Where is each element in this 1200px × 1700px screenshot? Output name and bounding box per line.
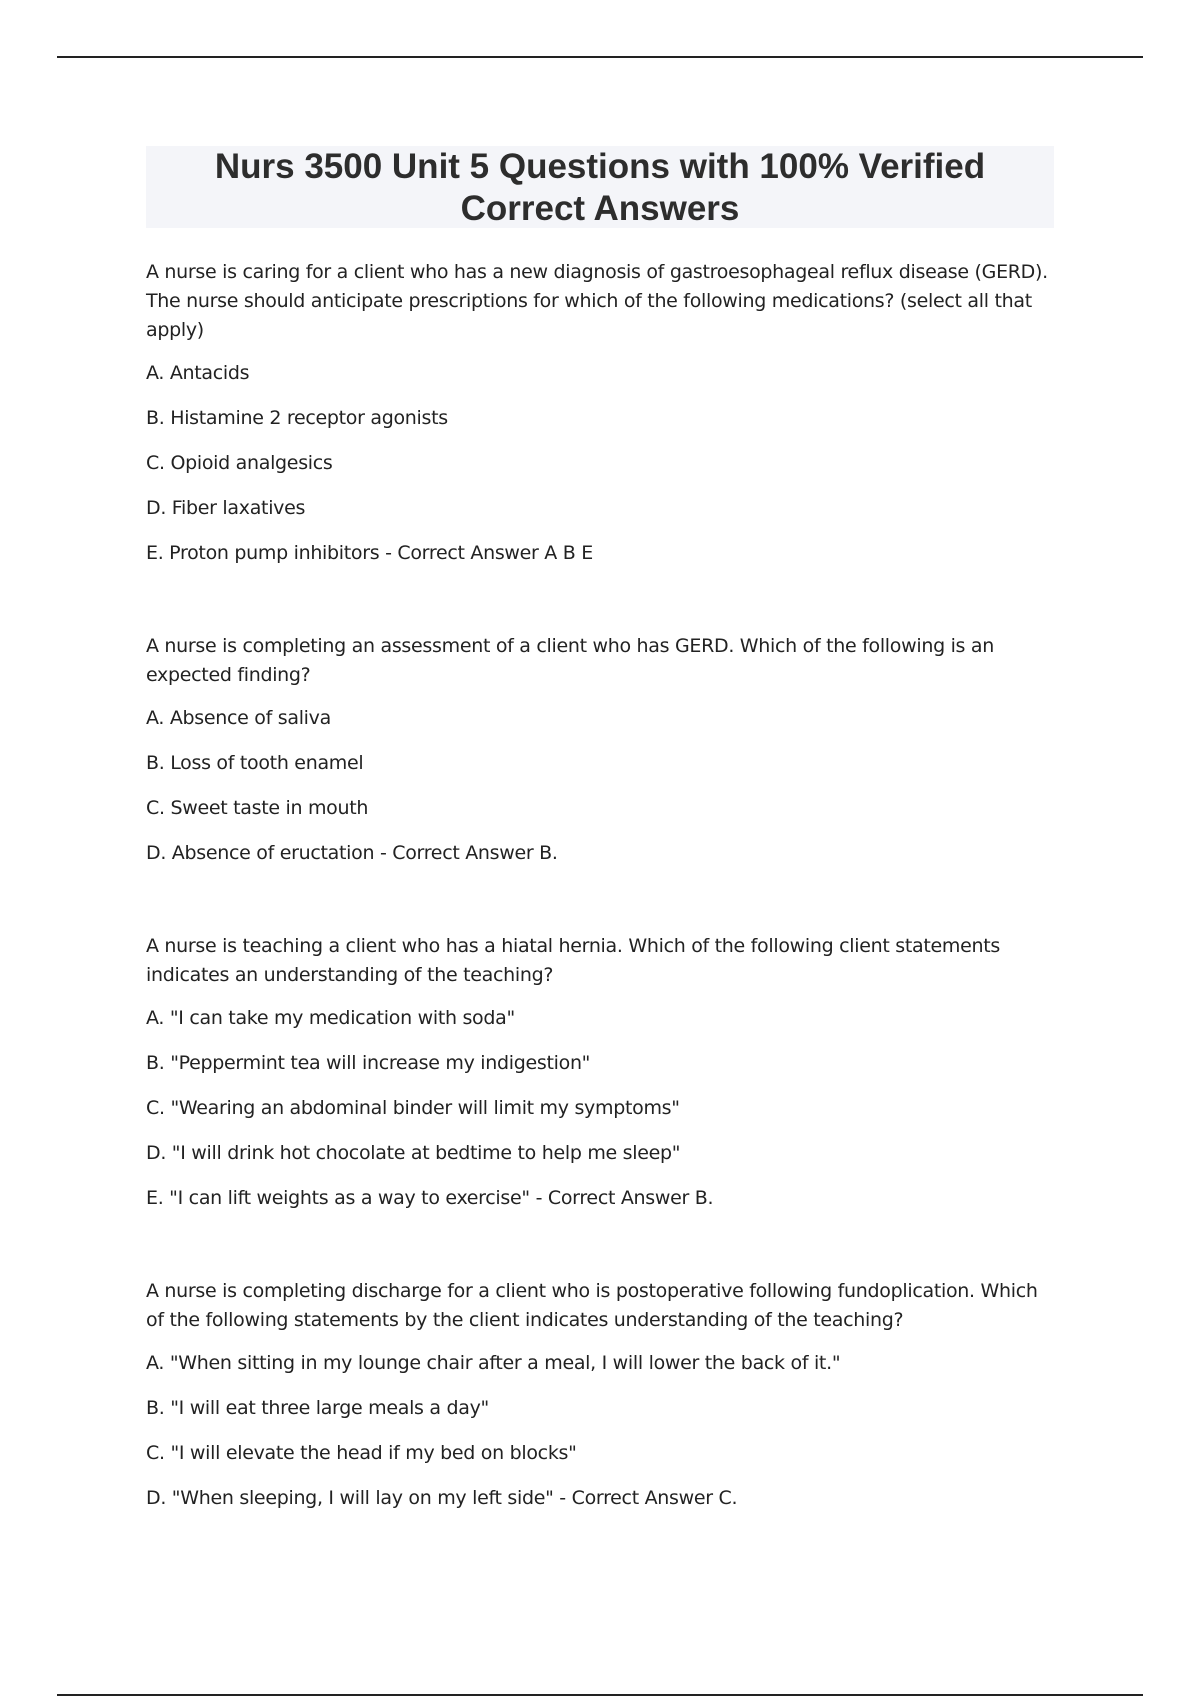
option-d-with-answer: D. "When sleeping, I will lay on my left side" - Correct Answer C. (146, 1487, 738, 1509)
question-text: A nurse is completing discharge for a client who is postoperative following fundoplication. Which of the following statements by the client indicates understanding of the teaching? (146, 1280, 1038, 1331)
questions-list (146, 258, 1058, 1577)
document-title-line-1: Nurs 3500 Unit 5 Questions with 100% Verified (214, 147, 986, 186)
option-b: B. "I will eat three large meals a day" (146, 1397, 489, 1419)
option-a: A. Absence of saliva (146, 707, 331, 729)
option-d-with-answer: D. Absence of eructation - Correct Answer B. (146, 842, 558, 864)
option-c: C. Sweet taste in mouth (146, 797, 369, 819)
option-e-with-answer: E. "I can lift weights as a way to exercise" - Correct Answer B. (146, 1187, 714, 1209)
option-d: D. Fiber laxatives (146, 497, 306, 519)
option-b: B. Histamine 2 receptor agonists (146, 407, 448, 429)
option-a: A. Antacids (146, 362, 250, 384)
question-text: A nurse is teaching a client who has a hiatal hernia. Which of the following client statements indicates an understanding of the teaching? (146, 935, 1000, 986)
title-banner (146, 146, 1054, 228)
bottom-rule (57, 1694, 1143, 1696)
option-a: A. "When sitting in my lounge chair after a meal, I will lower the back of it." (146, 1352, 841, 1374)
option-b: B. "Peppermint tea will increase my indigestion" (146, 1052, 591, 1074)
question-block-3 (146, 932, 1058, 1213)
question-text: A nurse is completing an assessment of a client who has GERD. Which of the following is an expected finding? (146, 635, 994, 686)
top-rule (57, 56, 1143, 58)
option-e-with-answer: E. Proton pump inhibitors - Correct Answer A B E (146, 542, 593, 564)
option-a: A. "I can take my medication with soda" (146, 1007, 515, 1029)
option-c: C. "Wearing an abdominal binder will limit my symptoms" (146, 1097, 680, 1119)
option-b: B. Loss of tooth enamel (146, 752, 364, 774)
question-block-1 (146, 258, 1058, 568)
option-c: C. Opioid analgesics (146, 452, 333, 474)
document-title-line-2: Correct Answers (460, 189, 740, 228)
question-block-2 (146, 632, 1058, 868)
option-d: D. "I will drink hot chocolate at bedtime to help me sleep" (146, 1142, 681, 1164)
option-c: C. "I will elevate the head if my bed on blocks" (146, 1442, 577, 1464)
question-block-4 (146, 1277, 1058, 1513)
question-text: A nurse is caring for a client who has a new diagnosis of gastroesophageal reflux disease (GERD). The nurse should anticipate prescriptions for which of the following medications? (select all that apply) (146, 261, 1048, 341)
document-title (146, 146, 1054, 230)
